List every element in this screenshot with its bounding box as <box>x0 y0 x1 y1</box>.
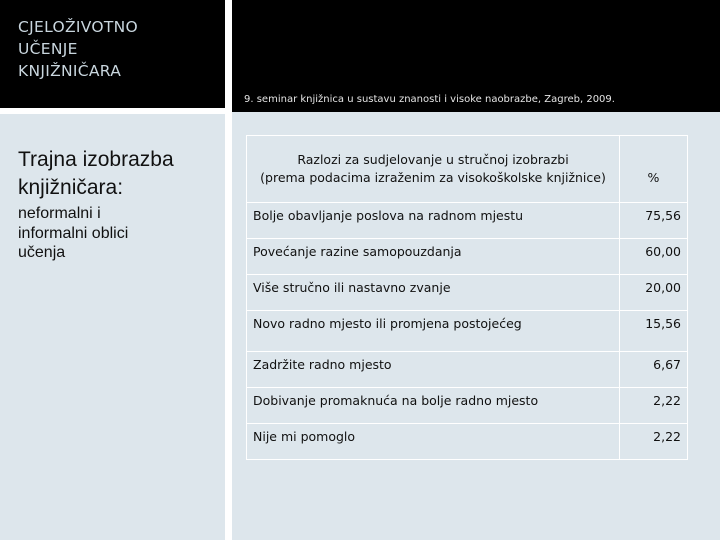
table-row <box>247 311 688 352</box>
table-row <box>247 388 688 424</box>
subtext-line: učenja <box>18 244 66 261</box>
reason-cell: Nije mi pomoglo <box>247 424 620 460</box>
reason-cell: Zadržite radno mjesto <box>247 352 620 388</box>
percent-cell: 6,67 <box>620 352 688 388</box>
reason-header-line: Razlozi za sudjelovanje u stručnoj izobrazbi <box>297 152 569 167</box>
reason-header-line: (prema podacima izraženim za visokoškolske knjižnice) <box>260 170 606 185</box>
reason-cell: Dobivanje promaknuća na bolje radno mjesto <box>247 388 620 424</box>
table-row <box>247 352 688 388</box>
percent-cell: 20,00 <box>620 275 688 311</box>
subtext-line: informalni oblici <box>18 224 129 242</box>
table-header-row <box>247 136 688 203</box>
reason-cell: Povećanje razine samopouzdanja <box>247 239 620 275</box>
table-row <box>247 203 688 239</box>
table-row <box>247 239 688 275</box>
heading-line: knjižničara: <box>18 176 124 199</box>
vertical-divider <box>225 0 232 540</box>
percent-cell: 15,56 <box>620 311 688 352</box>
subtext-line: neformalni i <box>18 205 101 222</box>
section-title-line: KNJIŽNIČARA <box>18 62 122 80</box>
reasons-table <box>246 135 688 460</box>
reason-cell: Bolje obavljanje poslova na radnom mjestu <box>247 203 620 239</box>
section-title-line: UČENJE <box>18 40 78 58</box>
percent-cell: 75,56 <box>620 203 688 239</box>
heading-line: Trajna izobrazba <box>18 148 174 171</box>
table-row <box>247 275 688 311</box>
reason-cell: Novo radno mjesto ili promjena postojećeg <box>247 311 620 352</box>
table-row <box>247 424 688 460</box>
seminar-caption: 9. seminar knjižnica u sustavu znanosti i visoke naobrazbe, Zagreb, 2009. <box>244 94 615 105</box>
percent-cell: 2,22 <box>620 388 688 424</box>
section-title-line: CJELOŽIVOTNO <box>18 18 139 36</box>
reason-header <box>247 136 620 203</box>
percent-cell: 2,22 <box>620 424 688 460</box>
slide-heading <box>18 146 174 202</box>
percent-cell: 60,00 <box>620 239 688 275</box>
percent-header: % <box>620 136 688 203</box>
slide-subtext <box>18 204 128 263</box>
section-title <box>18 16 138 82</box>
reason-cell: Više stručno ili nastavno zvanje <box>247 275 620 311</box>
